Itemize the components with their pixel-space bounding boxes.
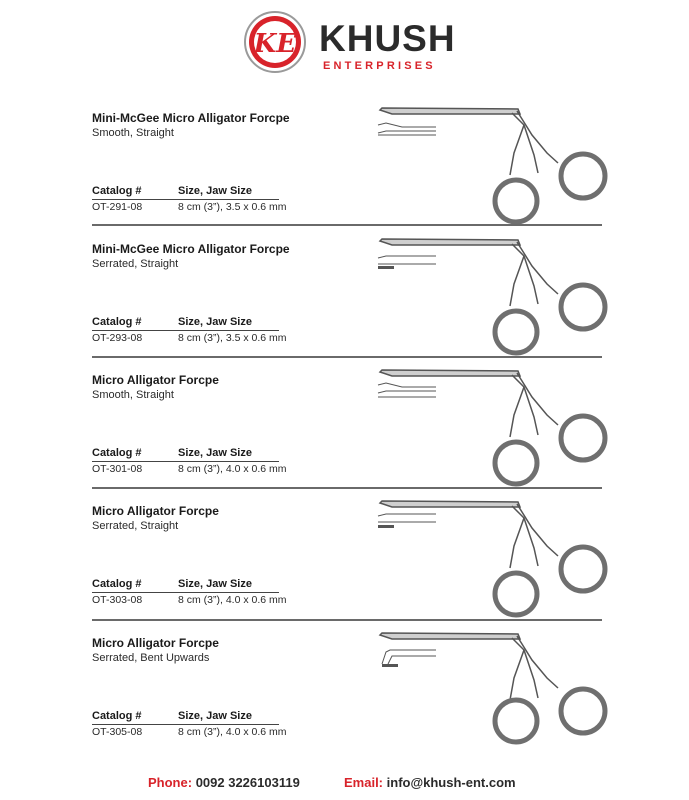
phone-label: Phone: [148,775,193,790]
product-section [0,95,689,226]
product-name: Mini-McGee Micro Alligator Forcpe [92,242,290,256]
spec-underline [92,330,279,331]
product-name: Micro Alligator Forcpe [92,373,219,387]
email-address[interactable]: info@khush-ent.com [386,775,516,790]
ke-monogram-icon [243,10,307,74]
catalog-header: Catalog # [92,578,142,590]
product-name: Mini-McGee Micro Alligator Forcpe [92,111,290,125]
email-label: Email: [344,775,384,790]
size-header: Size, Jaw Size [178,710,252,722]
spec-underline [92,724,279,725]
catalog-header: Catalog # [92,316,142,328]
size-value: 8 cm (3”), 3.5 x 0.6 mm [178,201,287,213]
forceps-image [372,95,612,226]
forceps-image [372,357,612,488]
brand-tagline: ENTERPRISES [323,60,436,72]
product-description: Smooth, Straight [92,389,174,401]
forceps-image [372,226,612,357]
spec-underline [92,199,279,200]
catalog-header: Catalog # [92,447,142,459]
catalog-number: OT-293-08 [92,332,143,344]
footer-phone [148,775,300,790]
forceps-image [372,488,612,619]
product-name: Micro Alligator Forcpe [92,504,219,518]
brand-name: KHUSH [319,18,456,59]
forceps-image [372,620,612,751]
product-description: Smooth, Straight [92,127,174,139]
product-section [0,357,689,488]
product-description: Serrated, Straight [92,520,179,532]
product-section [0,488,689,619]
product-description: Serrated, Straight [92,258,179,270]
size-value: 8 cm (3”), 4.0 x 0.6 mm [178,594,287,606]
svg-text:KE: KE [253,29,297,59]
catalog-header: Catalog # [92,185,142,197]
size-header: Size, Jaw Size [178,316,252,328]
size-value: 8 cm (3”), 4.0 x 0.6 mm [178,726,287,738]
size-value: 8 cm (3”), 4.0 x 0.6 mm [178,463,287,475]
spec-underline [92,461,279,462]
size-header: Size, Jaw Size [178,447,252,459]
phone-number[interactable]: 0092 3226103119 [195,775,300,790]
catalog-header: Catalog # [92,710,142,722]
product-name: Micro Alligator Forcpe [92,636,219,650]
spec-underline [92,592,279,593]
catalog-number: OT-301-08 [92,463,143,475]
catalog-number: OT-291-08 [92,201,143,213]
product-section [0,226,689,357]
brand-logo [243,8,463,78]
size-value: 8 cm (3”), 3.5 x 0.6 mm [178,332,287,344]
footer-email [344,775,516,790]
size-header: Size, Jaw Size [178,185,252,197]
product-description: Serrated, Bent Upwards [92,652,210,664]
catalog-number: OT-303-08 [92,594,143,606]
size-header: Size, Jaw Size [178,578,252,590]
product-section [0,620,689,751]
catalog-number: OT-305-08 [92,726,143,738]
